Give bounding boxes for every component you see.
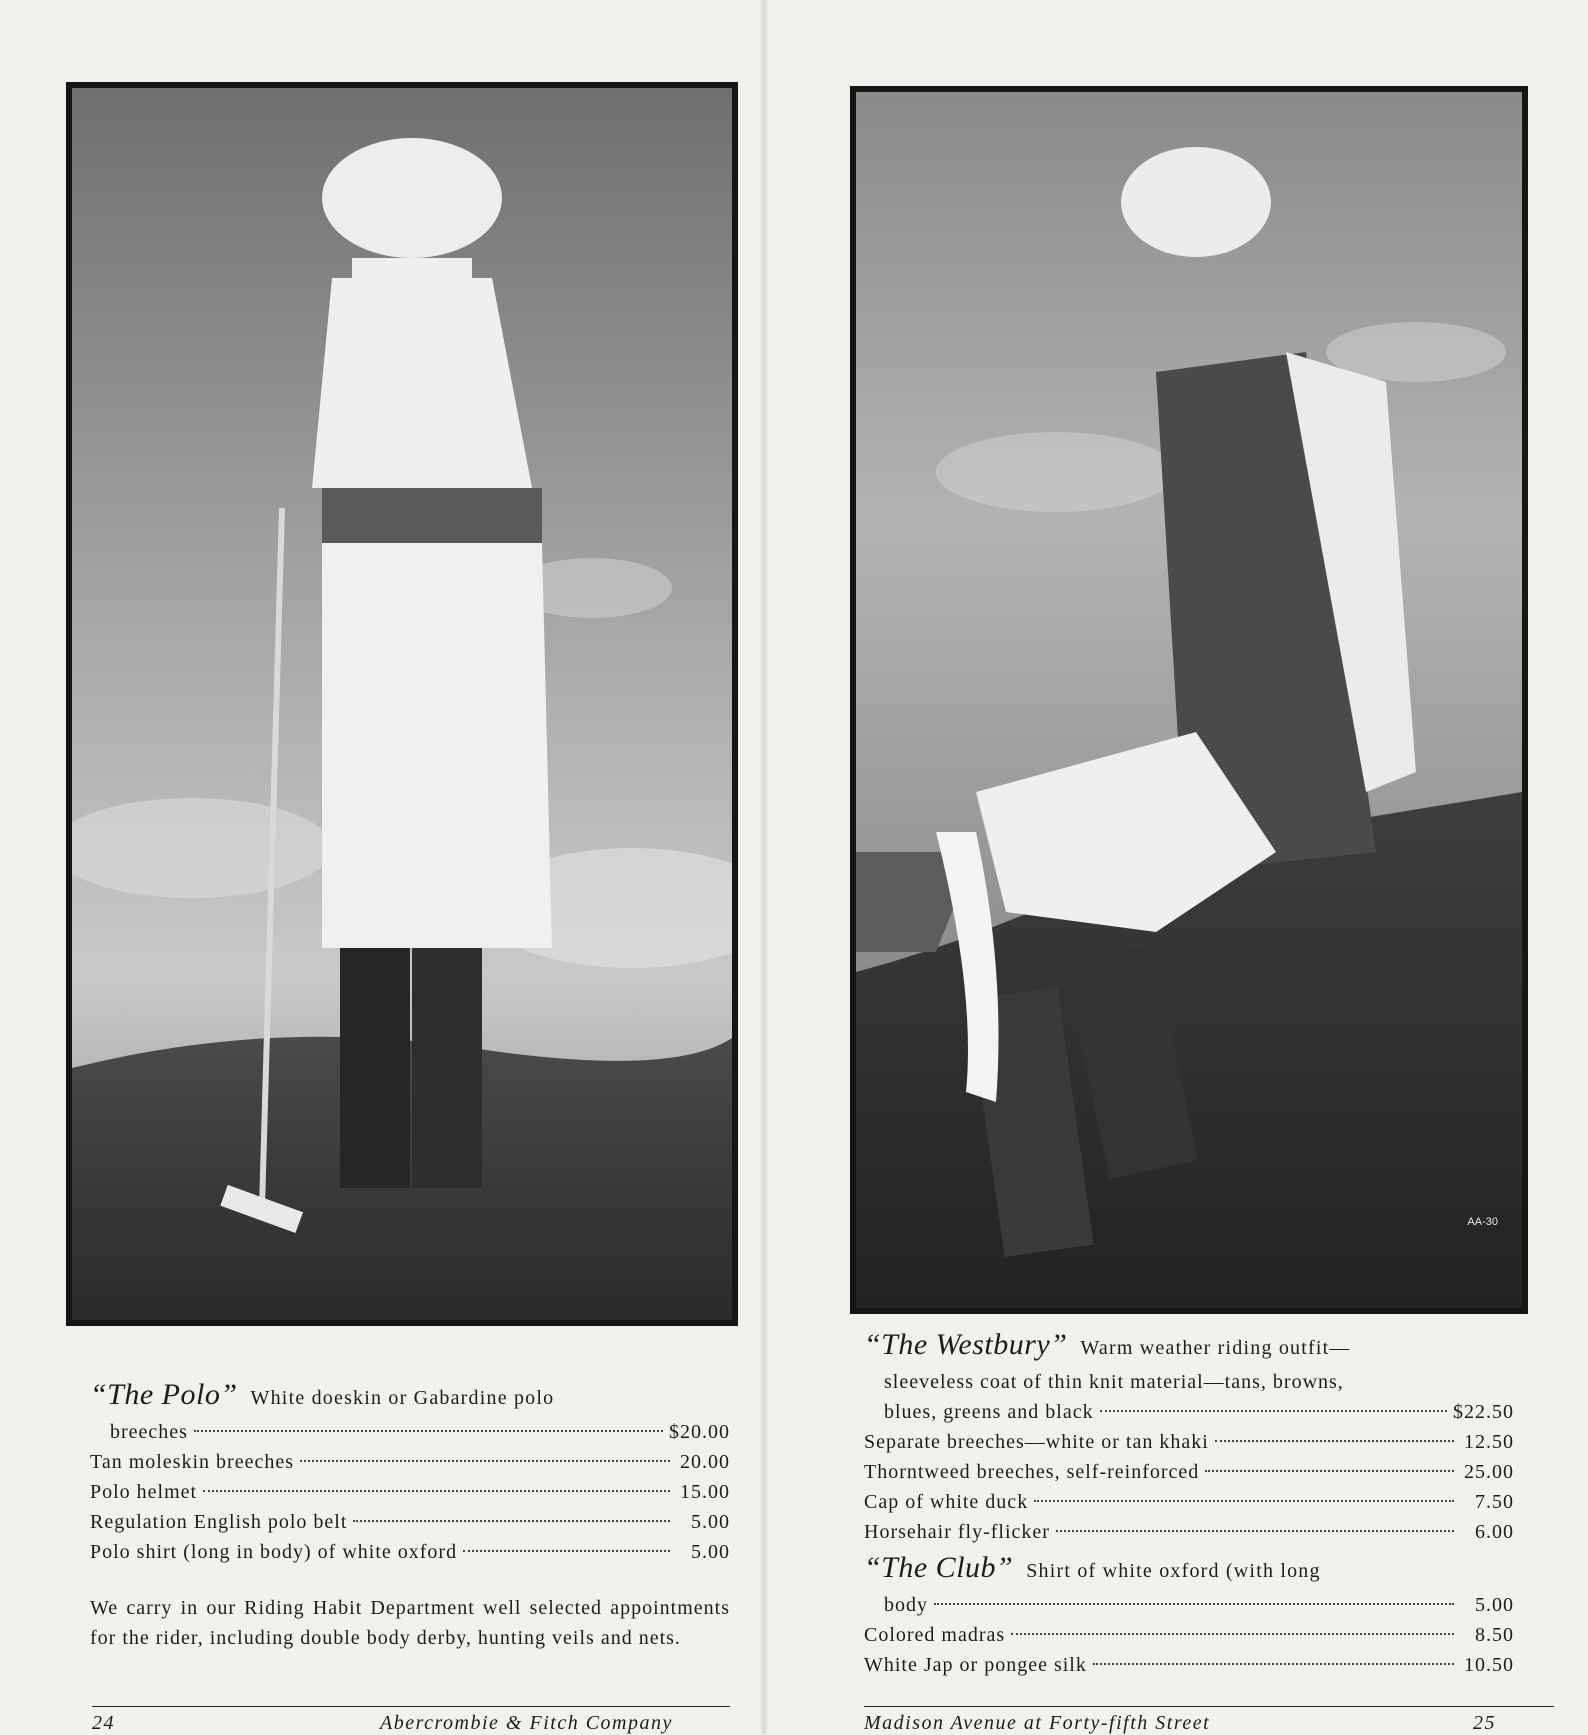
- page-number: 25: [1473, 1712, 1496, 1734]
- item-price: 15.00: [680, 1481, 730, 1503]
- polo-model-name: “The Polo”: [90, 1378, 238, 1411]
- club-heading: [864, 1551, 1514, 1584]
- price-row: [864, 1590, 1514, 1620]
- dot-leader: [203, 1490, 670, 1492]
- item-label: Regulation English polo belt: [90, 1511, 348, 1533]
- item-price: 5.00: [691, 1541, 730, 1563]
- item-label: body: [884, 1594, 928, 1616]
- westbury-desc-cont: sleeveless coat of thin knit material—tans, browns,: [884, 1371, 1344, 1393]
- dot-leader: [463, 1550, 670, 1552]
- price-row: [90, 1537, 730, 1567]
- dot-leader: [1100, 1410, 1447, 1412]
- westbury-model-name: “The Westbury”: [864, 1328, 1068, 1361]
- polo-outfit-photo: [66, 82, 738, 1326]
- plate-mark: AA-30: [1467, 1216, 1498, 1228]
- running-footer-company: Abercrombie & Fitch Company: [380, 1712, 673, 1734]
- right-page: [768, 0, 1588, 1734]
- dot-leader: [353, 1520, 670, 1522]
- item-price: 20.00: [680, 1451, 730, 1473]
- page-number: 24: [92, 1712, 115, 1734]
- item-label: blues, greens and black: [884, 1401, 1094, 1423]
- item-price: 6.00: [1475, 1521, 1514, 1543]
- running-footer-address: Madison Avenue at Forty-fifth Street: [864, 1712, 1211, 1734]
- polo-heading: [90, 1378, 730, 1411]
- item-price: 10.50: [1464, 1654, 1514, 1676]
- item-price: 5.00: [1475, 1594, 1514, 1616]
- westbury-heading-desc: Warm weather riding outfit—: [1080, 1337, 1351, 1359]
- item-price: 5.00: [691, 1511, 730, 1533]
- price-row: [864, 1517, 1514, 1547]
- price-row: [90, 1447, 730, 1477]
- item-label: Polo shirt (long in body) of white oxford: [90, 1541, 458, 1563]
- price-row: [864, 1650, 1514, 1680]
- club-model-name: “The Club”: [864, 1551, 1014, 1584]
- item-label: Cap of white duck: [864, 1491, 1029, 1513]
- price-row: [90, 1507, 730, 1537]
- polo-heading-desc: White doeskin or Gabardine polo: [250, 1387, 555, 1409]
- price-row: [864, 1457, 1514, 1487]
- item-price: $20.00: [669, 1421, 730, 1443]
- item-label: Tan moleskin breeches: [90, 1451, 294, 1473]
- price-row: [864, 1620, 1514, 1650]
- price-row: [864, 1487, 1514, 1517]
- price-row: [90, 1417, 730, 1447]
- item-label: Horsehair fly-flicker: [864, 1521, 1050, 1543]
- polo-outfit-photo-illustration: [72, 88, 732, 1320]
- left-page: [0, 0, 760, 1734]
- book-gutter: [760, 0, 768, 1734]
- item-label: breeches: [110, 1421, 188, 1443]
- polo-price-list: [90, 1378, 730, 1673]
- item-label: White Jap or pongee silk: [864, 1654, 1087, 1676]
- price-row: [90, 1477, 730, 1507]
- dot-leader: [1011, 1633, 1454, 1635]
- dot-leader: [300, 1460, 670, 1462]
- westbury-heading: [864, 1328, 1514, 1361]
- dot-leader: [1093, 1663, 1454, 1665]
- riding-habit-note: We carry in our Riding Habit Department well selected appointments for the rider, including double body derby, hunting veils and nets.: [90, 1597, 730, 1649]
- item-label: Polo helmet: [90, 1481, 198, 1503]
- dot-leader: [1205, 1470, 1454, 1472]
- dot-leader: [934, 1603, 1454, 1605]
- dot-leader: [194, 1430, 663, 1432]
- item-label: Thorntweed breeches, self-reinforced: [864, 1461, 1200, 1483]
- westbury-price-list: [864, 1328, 1514, 1680]
- dot-leader: [1215, 1440, 1454, 1442]
- club-heading-desc: Shirt of white oxford (with long: [1026, 1560, 1321, 1582]
- westbury-outfit-photo-illustration: [856, 92, 1522, 1308]
- price-row: [864, 1427, 1514, 1457]
- item-price: 8.50: [1475, 1624, 1514, 1646]
- footer-rule: [92, 1706, 730, 1707]
- item-price: 25.00: [1464, 1461, 1514, 1483]
- item-price: 7.50: [1475, 1491, 1514, 1513]
- dot-leader: [1034, 1500, 1454, 1502]
- dot-leader: [1056, 1530, 1454, 1532]
- westbury-outfit-photo: [850, 86, 1528, 1314]
- item-label: Colored madras: [864, 1624, 1006, 1646]
- item-label: Separate breeches—white or tan khaki: [864, 1431, 1209, 1453]
- footer-rule: [864, 1706, 1554, 1707]
- item-price: 12.50: [1464, 1431, 1514, 1453]
- description-line: [864, 1367, 1514, 1397]
- price-row: [864, 1397, 1514, 1427]
- item-price: $22.50: [1453, 1401, 1514, 1423]
